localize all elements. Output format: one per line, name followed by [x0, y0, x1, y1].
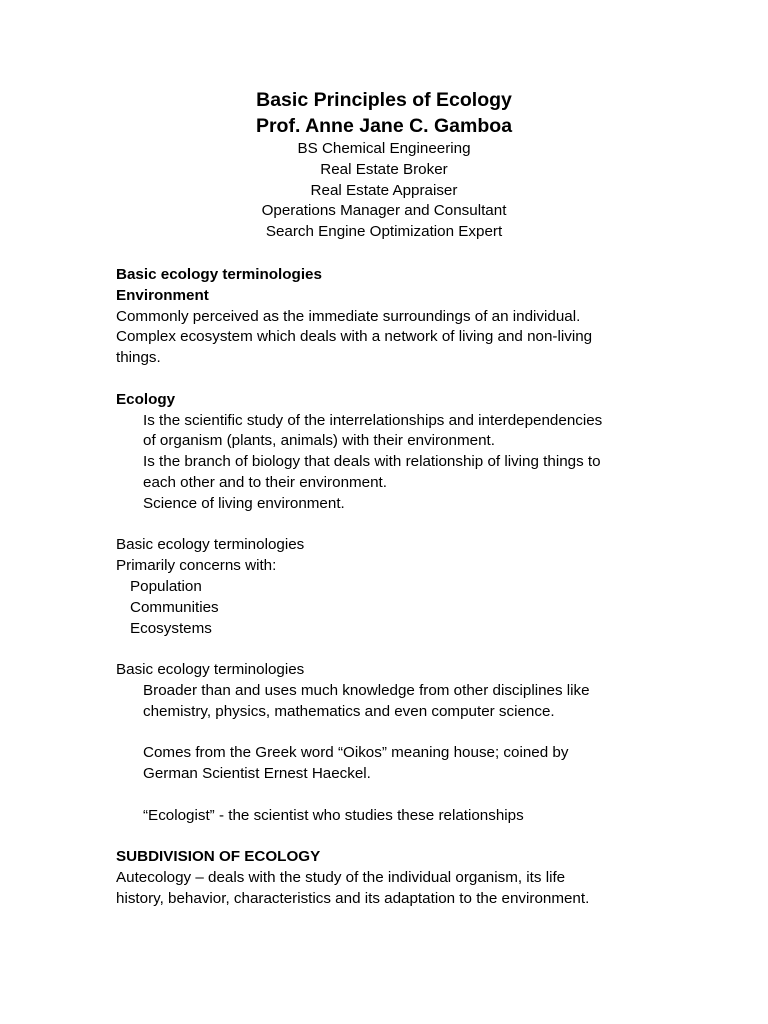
document-header: [0, 88, 768, 243]
body-text-line: each other and to their environment.: [143, 473, 387, 491]
body-text-line: “Ecologist” - the scientist who studies these relationships: [143, 806, 524, 824]
spacer: [116, 639, 676, 660]
body-text-line: of organism (plants, animals) with their environment.: [143, 432, 495, 450]
body-text-line: Primarily concerns with:: [116, 557, 277, 575]
body-text-line: Commonly perceived as the immediate surroundings of an individual.: [116, 307, 581, 325]
section-heading: Basic ecology terminologies: [116, 266, 322, 283]
spacer: [116, 827, 676, 848]
body-text-line: Complex ecosystem which deals with a network of living and non-living: [116, 328, 593, 346]
section-heading: Basic ecology terminologies: [116, 661, 305, 679]
body-text-line: German Scientist Ernest Haeckel.: [143, 765, 371, 783]
document-body: [116, 265, 676, 910]
body-text-line: chemistry, physics, mathematics and even computer science.: [143, 702, 555, 720]
credential-line: BS Chemical Engineering: [297, 140, 471, 157]
spacer: [116, 515, 676, 536]
term-heading-ecology: Ecology: [116, 390, 176, 408]
credential-line: Operations Manager and Consultant: [261, 202, 507, 220]
author-name: Prof. Anne Jane C. Gamboa: [255, 115, 513, 137]
spacer: [116, 369, 676, 390]
list-item: Population: [130, 577, 202, 595]
spacer: [116, 723, 676, 744]
body-text-line: history, behavior, characteristics and its adaptation to the environment.: [116, 889, 590, 907]
body-text-line: Autecology – deals with the study of the individual organism, its life: [116, 869, 566, 887]
body-text-line: Is the scientific study of the interrelationships and interdependencies: [143, 411, 603, 429]
body-text-line: things.: [116, 349, 161, 367]
term-heading-environment: Environment: [116, 286, 209, 304]
body-text-line: Science of living environment.: [143, 494, 345, 512]
list-item: Communities: [130, 598, 219, 616]
credential-line: Search Engine Optimization Expert: [265, 223, 503, 241]
list-item: Ecosystems: [130, 619, 212, 637]
body-text-line: Comes from the Greek word “Oikos” meaning house; coined by: [143, 744, 569, 762]
document-title: Basic Principles of Ecology: [256, 89, 512, 111]
spacer: [116, 785, 676, 806]
body-text-line: Is the branch of biology that deals with relationship of living things to: [143, 453, 601, 471]
section-heading-subdivision: SUBDIVISION OF ECOLOGY: [116, 848, 321, 866]
body-text-line: Broader than and uses much knowledge from other disciplines like: [143, 681, 590, 699]
credential-line: Real Estate Broker: [320, 160, 448, 178]
section-heading: Basic ecology terminologies: [116, 536, 305, 554]
credential-line: Real Estate Appraiser: [310, 181, 458, 199]
